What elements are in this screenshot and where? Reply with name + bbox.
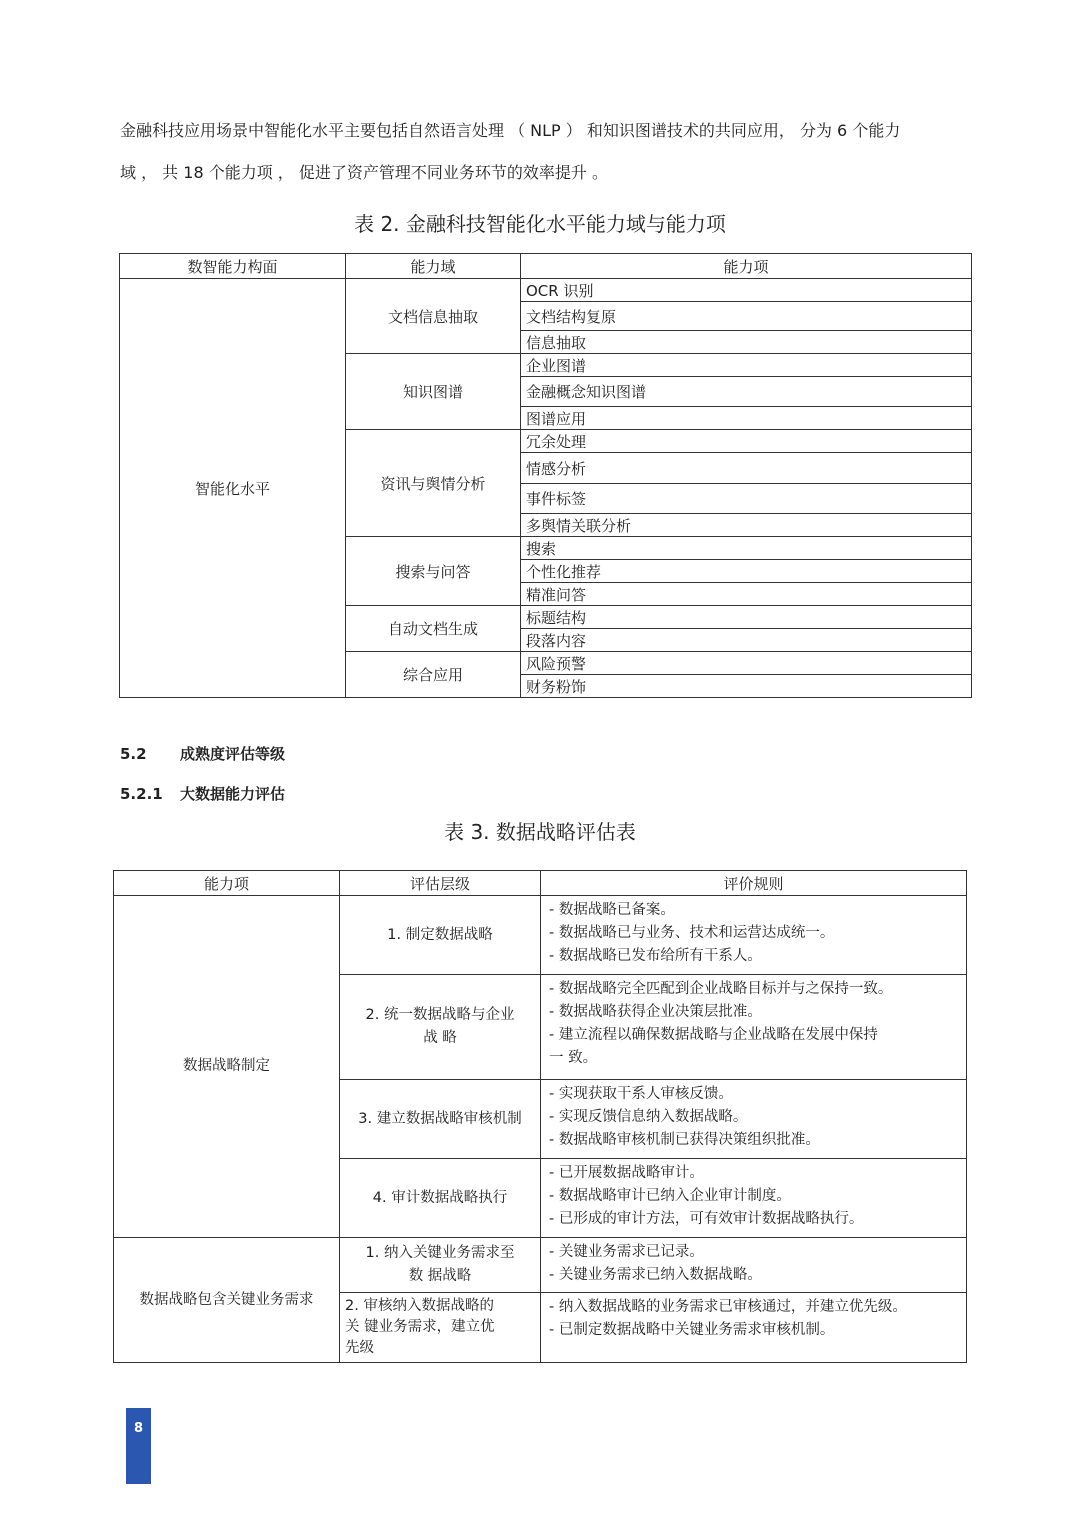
item-cell: 信息抽取 bbox=[521, 331, 972, 354]
section-number: 5.2 bbox=[120, 745, 147, 763]
capability-cell: 数据战略制定 bbox=[114, 896, 340, 1238]
item-cell: 搜索 bbox=[521, 537, 972, 560]
rule-line: - 数据战略审核机制已获得决策组织批准。 bbox=[549, 1132, 820, 1148]
section-title: 大数据能力评估 bbox=[180, 785, 286, 803]
domain-cell: 自动文档生成 bbox=[346, 606, 521, 652]
rule-line: - 已开展数据战略审计。 bbox=[549, 1165, 704, 1181]
page-number: 8 bbox=[133, 1421, 144, 1436]
rule-line: 一 致。 bbox=[549, 1050, 598, 1066]
rule-line: - 关键业务需求已记录。 bbox=[549, 1244, 704, 1260]
item-cell: 段落内容 bbox=[521, 629, 972, 652]
rule-line: - 数据战略审计已纳入企业审计制度。 bbox=[549, 1188, 791, 1204]
level-text: 1. 纳入关键业务需求至 bbox=[365, 1245, 515, 1261]
domain-cell: 文档信息抽取 bbox=[346, 279, 521, 354]
rule-line: - 已制定数据战略中关键业务需求审核机制。 bbox=[549, 1322, 835, 1338]
item-cell: 多舆情关联分析 bbox=[521, 514, 972, 537]
table-header-row bbox=[114, 871, 967, 896]
level-text: 2. 统一数据战略与企业 bbox=[365, 1007, 515, 1023]
level-text: 2. 审核纳入数据战略的 bbox=[345, 1298, 494, 1314]
level-text: 数 据战略 bbox=[408, 1268, 472, 1284]
rules-cell bbox=[541, 1159, 967, 1238]
level-cell bbox=[340, 1238, 541, 1293]
level-text: 战 略 bbox=[423, 1030, 457, 1046]
level-cell bbox=[340, 1293, 541, 1363]
capability-domain-table bbox=[119, 253, 972, 698]
rules-cell bbox=[541, 1080, 967, 1159]
level-text: 先级 bbox=[345, 1340, 374, 1356]
table-header-cell: 评价规则 bbox=[541, 871, 967, 896]
rule-line: - 纳入数据战略的业务需求已审核通过，并建立优先级。 bbox=[549, 1299, 907, 1315]
table-header-cell: 数智能力构面 bbox=[120, 254, 346, 279]
item-cell: 金融概念知识图谱 bbox=[521, 377, 972, 407]
table-header-cell: 能力域 bbox=[346, 254, 521, 279]
section-heading-5-2 bbox=[120, 743, 285, 764]
item-cell: 图谱应用 bbox=[521, 407, 972, 430]
table-row bbox=[114, 896, 967, 975]
item-cell: 精准问答 bbox=[521, 583, 972, 606]
facet-cell: 智能化水平 bbox=[120, 279, 346, 698]
table-header-row bbox=[120, 254, 972, 279]
section-number: 5.2.1 bbox=[120, 785, 163, 803]
level-cell bbox=[340, 1159, 541, 1238]
domain-cell: 综合应用 bbox=[346, 652, 521, 698]
rule-line: - 关键业务需求已纳入数据战略。 bbox=[549, 1267, 762, 1283]
rule-line: - 实现获取干系人审核反馈。 bbox=[549, 1086, 733, 1102]
item-cell: 事件标签 bbox=[521, 484, 972, 514]
data-strategy-evaluation-table bbox=[113, 870, 967, 1363]
table-header-cell: 能力项 bbox=[114, 871, 340, 896]
level-text: 1. 制定数据战略 bbox=[387, 926, 493, 943]
item-cell: 文档结构复原 bbox=[521, 302, 972, 331]
intro-paragraph bbox=[120, 110, 980, 194]
domain-cell: 资讯与舆情分析 bbox=[346, 430, 521, 537]
table-row bbox=[120, 279, 972, 302]
level-cell bbox=[340, 896, 541, 975]
item-cell: 企业图谱 bbox=[521, 354, 972, 377]
rule-line: - 数据战略已与业务、技术和运营达成统一。 bbox=[549, 925, 835, 941]
rule-line: - 已形成的审计方法，可有效审计数据战略执行。 bbox=[549, 1211, 864, 1227]
level-text: 4. 审计数据战略执行 bbox=[372, 1189, 508, 1206]
item-cell: 财务粉饰 bbox=[521, 675, 972, 698]
intro-line-1: 金融科技应用场景中智能化水平主要包括自然语言处理 （ NLP ） 和知识图谱技术的共同应用， 分为 6 个能力 bbox=[120, 121, 901, 140]
item-cell: 标题结构 bbox=[521, 606, 972, 629]
rules-cell bbox=[541, 1238, 967, 1293]
rules-cell bbox=[541, 975, 967, 1080]
level-cell bbox=[340, 1080, 541, 1159]
domain-cell: 搜索与问答 bbox=[346, 537, 521, 606]
table2-caption: 表 2. 金融科技智能化水平能力域与能力项 bbox=[354, 212, 726, 236]
page-number-tab bbox=[126, 1408, 151, 1484]
item-cell: 个性化推荐 bbox=[521, 560, 972, 583]
item-cell: OCR 识别 bbox=[521, 279, 972, 302]
item-cell: 情感分析 bbox=[521, 453, 972, 484]
table3-caption: 表 3. 数据战略评估表 bbox=[444, 820, 636, 844]
item-cell: 风险预警 bbox=[521, 652, 972, 675]
rule-line: - 数据战略已备案。 bbox=[549, 902, 675, 918]
rules-cell bbox=[541, 896, 967, 975]
table-header-cell: 评估层级 bbox=[340, 871, 541, 896]
rule-line: - 实现反馈信息纳入数据战略。 bbox=[549, 1109, 748, 1125]
level-cell bbox=[340, 975, 541, 1080]
table-header-cell: 能力项 bbox=[521, 254, 972, 279]
rule-line: - 数据战略获得企业决策层批准。 bbox=[549, 1004, 762, 1020]
section-title: 成熟度评估等级 bbox=[180, 745, 286, 763]
section-heading-5-2-1 bbox=[120, 783, 285, 804]
rules-cell bbox=[541, 1293, 967, 1363]
rule-line: - 数据战略完全匹配到企业战略目标并与之保持一致。 bbox=[549, 981, 893, 997]
intro-line-2: 域 ， 共 18 个能力项 ， 促进了资产管理不同业务环节的效率提升 。 bbox=[120, 163, 608, 182]
rule-line: - 建立流程以确保数据战略与企业战略在发展中保持 bbox=[549, 1027, 878, 1043]
level-text: 3. 建立数据战略审核机制 bbox=[358, 1110, 522, 1127]
table-row bbox=[114, 1238, 967, 1293]
rule-line: - 数据战略已发布给所有干系人。 bbox=[549, 948, 762, 964]
item-cell: 冗余处理 bbox=[521, 430, 972, 453]
capability-cell: 数据战略包含关键业务需求 bbox=[114, 1238, 340, 1363]
domain-cell: 知识图谱 bbox=[346, 354, 521, 430]
level-text: 关 键业务需求，建立优 bbox=[345, 1319, 495, 1335]
